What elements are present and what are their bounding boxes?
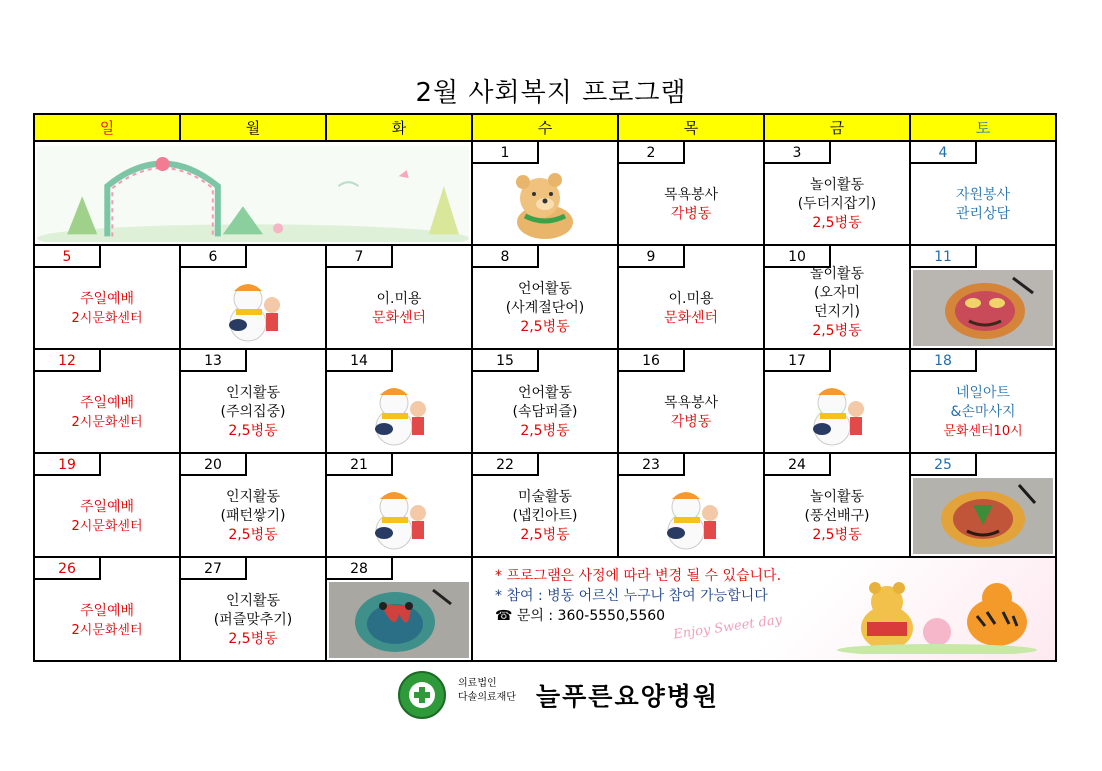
footer-brand <box>398 671 758 719</box>
day-cell-27 <box>180 557 326 661</box>
event-text: 목욕봉사 각병동 <box>663 186 719 222</box>
day-number: 27 <box>181 558 247 580</box>
event-text: 언어활동 (사계절단어) 2,5병동 <box>505 281 585 336</box>
calendar-table <box>33 113 1057 662</box>
day-cell-5 <box>34 245 180 349</box>
day-cell-7 <box>326 245 472 349</box>
day-number: 9 <box>619 246 685 268</box>
day-number: 13 <box>181 350 247 372</box>
day-cell-11 <box>910 245 1056 349</box>
notes-block <box>495 566 781 626</box>
weekday-mon: 월 <box>180 114 326 141</box>
day-number: 25 <box>911 454 977 476</box>
weekday-thu: 목 <box>618 114 764 141</box>
event-text: 주일예배 2시문화센터 <box>71 290 143 326</box>
day-cell-8 <box>472 245 618 349</box>
week-row-5 <box>34 557 1056 661</box>
day-number: 16 <box>619 350 685 372</box>
day-cell-24 <box>764 453 910 557</box>
day-number: 11 <box>911 246 977 268</box>
mask-craft-image <box>913 478 1053 554</box>
day-cell-26 <box>34 557 180 661</box>
mask-craft-image <box>329 582 469 658</box>
day-number: 17 <box>765 350 831 372</box>
day-number: 5 <box>35 246 101 268</box>
event-text: 이.미용 문화센터 <box>663 290 719 326</box>
decor-cell <box>34 141 472 245</box>
snowman-hug-image <box>327 374 471 452</box>
day-cell-17 <box>764 349 910 453</box>
snowman-hug-image <box>765 374 909 452</box>
day-number: 21 <box>327 454 393 476</box>
day-cell-12 <box>34 349 180 453</box>
day-number: 3 <box>765 142 831 164</box>
weekday-sat: 토 <box>910 114 1056 141</box>
week-row-3 <box>34 349 1056 453</box>
day-cell-21 <box>326 453 472 557</box>
event-text: 놀이활동 (오자미 던지기) 2,5병동 <box>809 265 865 339</box>
day-cell-14 <box>326 349 472 453</box>
day-number: 18 <box>911 350 977 372</box>
day-cell-4 <box>910 141 1056 245</box>
day-cell-23 <box>618 453 764 557</box>
day-cell-9 <box>618 245 764 349</box>
week-row-1 <box>34 141 1056 245</box>
day-cell-25 <box>910 453 1056 557</box>
event-text: 미술활동 (넵킨아트) 2,5병동 <box>512 489 578 544</box>
day-number: 20 <box>181 454 247 476</box>
day-number: 24 <box>765 454 831 476</box>
weekday-tue: 화 <box>326 114 472 141</box>
event-text: 주일예배 2시문화센터 <box>71 602 143 638</box>
day-number: 10 <box>765 246 831 268</box>
winnie-pooh-image <box>827 576 1047 654</box>
teddy-bear-image <box>473 166 617 244</box>
weekday-sun: 일 <box>34 114 180 141</box>
page-title: 2월 사회복지 프로그램 <box>415 78 687 108</box>
weekday-header-row <box>34 114 1056 141</box>
day-cell-19 <box>34 453 180 557</box>
day-number: 23 <box>619 454 685 476</box>
deco-script-text: Enjoy Sweet day <box>672 612 783 643</box>
day-cell-2 <box>618 141 764 245</box>
event-text: 네일아트 &손마사지 문화센터10시 <box>943 385 1023 440</box>
day-cell-13 <box>180 349 326 453</box>
event-text: 인지활동 (패턴쌓기) 2,5병동 <box>220 489 286 544</box>
day-cell-28 <box>326 557 472 661</box>
day-cell-22 <box>472 453 618 557</box>
snowman-hug-image <box>327 478 471 556</box>
hospital-name: 늘푸른요양병원 <box>536 682 720 711</box>
event-text: 놀이활동 (풍선배구) 2,5병동 <box>804 489 870 544</box>
day-cell-3 <box>764 141 910 245</box>
day-number: 26 <box>35 558 101 580</box>
event-text: 자원봉사 관리상담 <box>955 186 1011 222</box>
day-cell-18 <box>910 349 1056 453</box>
day-cell-16 <box>618 349 764 453</box>
event-text: 목욕봉사 각병동 <box>663 394 719 430</box>
day-cell-10 <box>764 245 910 349</box>
event-text: 이.미용 문화센터 <box>371 290 427 326</box>
day-cell-1 <box>472 141 618 245</box>
day-number: 7 <box>327 246 393 268</box>
event-text: 인지활동 (퍼즐맞추기) 2,5병동 <box>213 593 293 648</box>
day-cell-6 <box>180 245 326 349</box>
day-number: 19 <box>35 454 101 476</box>
garden-arch-image <box>37 146 469 242</box>
day-cell-20 <box>180 453 326 557</box>
snowman-hug-image <box>619 478 763 556</box>
weekday-wed: 수 <box>472 114 618 141</box>
day-number: 8 <box>473 246 539 268</box>
org-name: 의료법인 다솔의료재단 <box>458 678 516 703</box>
day-number: 22 <box>473 454 539 476</box>
day-number: 14 <box>327 350 393 372</box>
day-number: 4 <box>911 142 977 164</box>
event-text: 주일예배 2시문화센터 <box>71 498 143 534</box>
hospital-logo-icon <box>398 671 446 719</box>
note-change-notice: * 프로그램은 사정에 따라 변경 될 수 있습니다. <box>495 567 782 584</box>
week-row-2 <box>34 245 1056 349</box>
day-number: 28 <box>327 558 393 580</box>
weekday-fri: 금 <box>764 114 910 141</box>
snowman-hug-image <box>181 270 325 348</box>
day-cell-15 <box>472 349 618 453</box>
day-number: 1 <box>473 142 539 164</box>
notes-cell <box>472 557 1056 661</box>
day-number: 2 <box>619 142 685 164</box>
event-text: 놀이활동 (두더지잡기) 2,5병동 <box>797 177 877 232</box>
day-number: 12 <box>35 350 101 372</box>
event-text: 주일예배 2시문화센터 <box>71 394 143 430</box>
day-number: 15 <box>473 350 539 372</box>
note-contact: ☎ 문의 : 360-5550,5560 <box>495 607 666 624</box>
note-participation: * 참여 : 병동 어르신 누구나 참여 가능합니다 <box>495 587 768 604</box>
day-number: 6 <box>181 246 247 268</box>
mask-craft-image <box>913 270 1053 346</box>
event-text: 인지활동 (주의집중) 2,5병동 <box>220 385 286 440</box>
event-text: 언어활동 (속담퍼즐) 2,5병동 <box>512 385 578 440</box>
week-row-4 <box>34 453 1056 557</box>
